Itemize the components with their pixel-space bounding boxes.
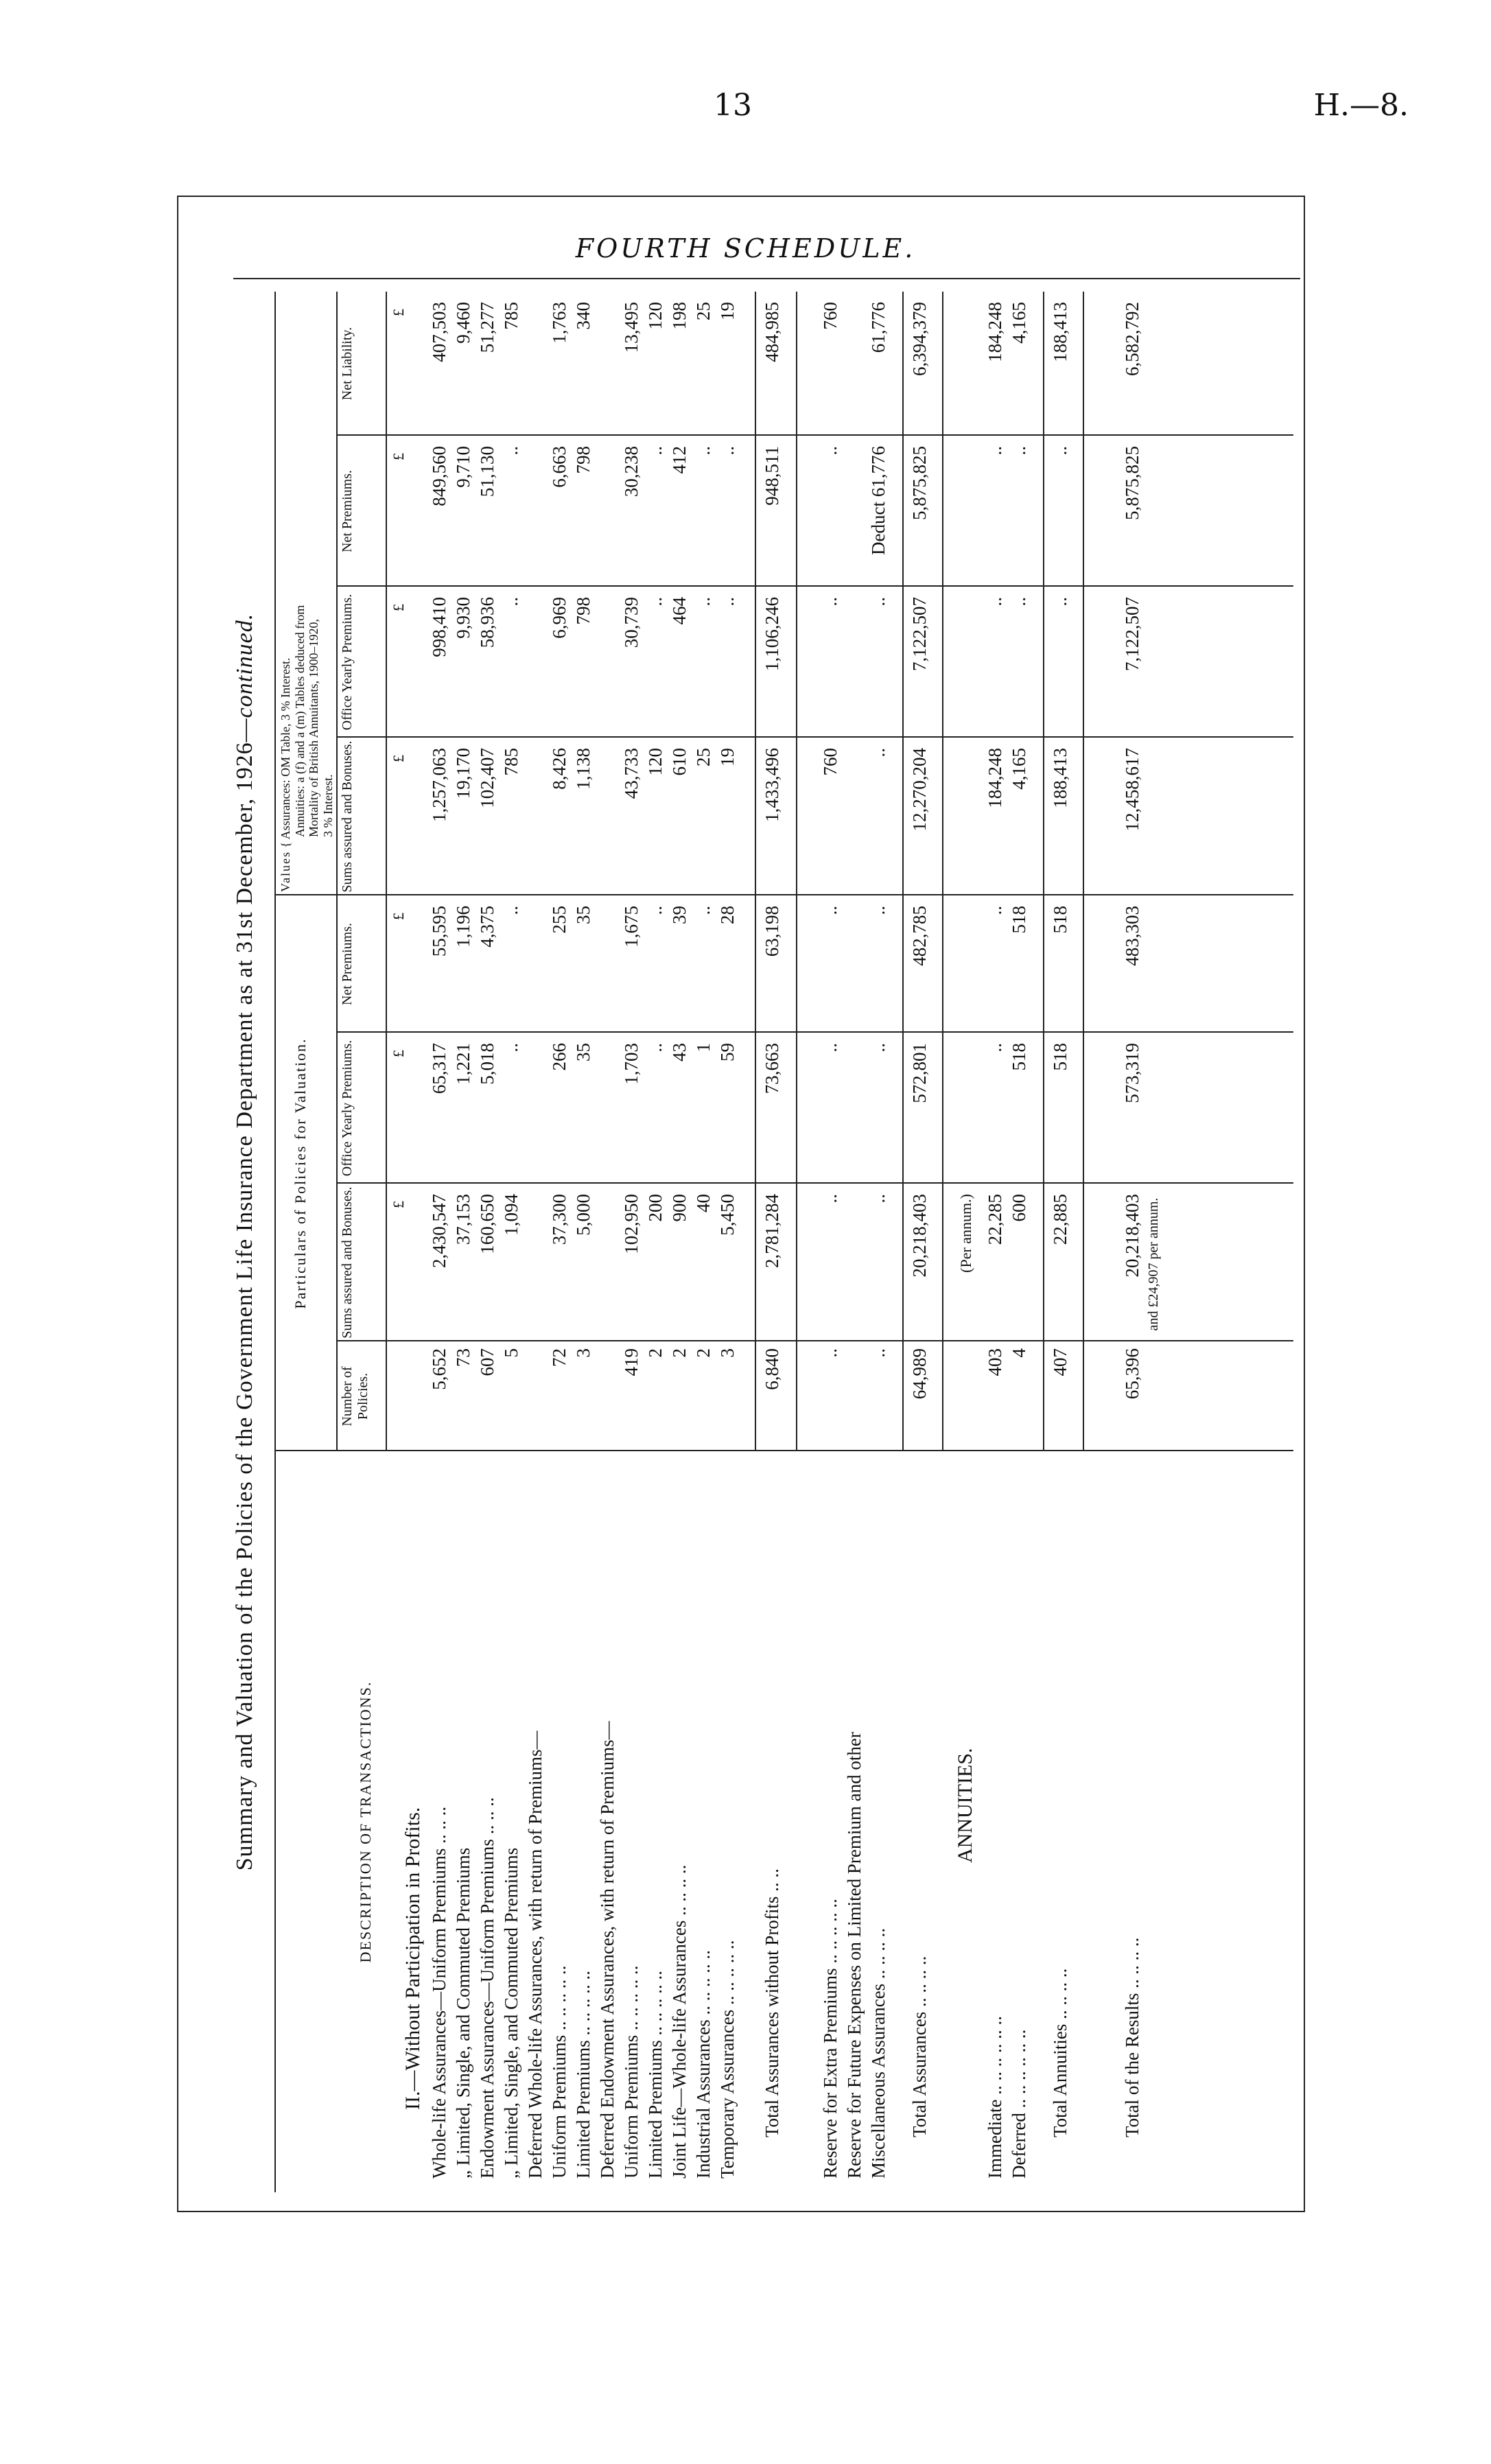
cell-nl: 9,460 — [453, 302, 473, 344]
cell-nl: 340 — [573, 302, 594, 330]
cell-vnp: 5,875,825 — [1122, 446, 1142, 520]
cell-n: 65,396 — [1122, 1348, 1142, 1400]
schedule-title: FOURTH SCHEDULE. — [575, 233, 916, 263]
cell-sa: .. — [868, 1194, 889, 1204]
cell-vnp: .. — [693, 446, 714, 456]
unit-label: £ — [390, 453, 407, 460]
row-description: Uniform Premiums .. .. .. .. .. — [549, 1965, 570, 2179]
cell-oyp: 1,221 — [453, 1043, 473, 1085]
cell-sa: 600 — [1009, 1194, 1029, 1222]
cell-sa: 102,950 — [621, 1194, 642, 1254]
header-v-net-premiums: Net Premiums. — [340, 470, 355, 552]
cell-voyp: 1,106,246 — [762, 597, 782, 671]
cell-nl: 407,503 — [429, 302, 449, 362]
cell-oyp: 59 — [717, 1043, 738, 1061]
cell-n: .. — [868, 1348, 889, 1358]
cell-n: 5 — [501, 1348, 521, 1358]
total-rule — [902, 292, 904, 1451]
cell-vnp: 6,663 — [549, 446, 570, 488]
unit-label: £ — [390, 1050, 407, 1057]
cell-sa: 5,000 — [573, 1194, 594, 1236]
table-title: Summary and Valuation of the Policies of the Government Life Insurance Department as at 31st December, 1926—continued. — [232, 613, 257, 1871]
cell-np: 518 — [1050, 906, 1070, 934]
cell-n: 64,989 — [909, 1348, 930, 1400]
cell-oyp: 43 — [669, 1043, 690, 1061]
cell-np: 483,303 — [1122, 906, 1142, 966]
cell-vsa: 4,165 — [1009, 748, 1029, 790]
cell-vnp: 412 — [669, 446, 690, 474]
cell-nl: 19 — [717, 302, 738, 320]
cell-voyp: 798 — [573, 597, 594, 625]
cell-n: 73 — [453, 1348, 473, 1367]
total-rule — [796, 292, 797, 1451]
cell-np: 35 — [573, 906, 594, 924]
row-description: Temporary Assurances .. .. .. .. .. — [717, 1940, 738, 2179]
cell-np: .. — [868, 906, 889, 915]
cell-np: 482,785 — [909, 906, 930, 966]
row-description: Whole-life Assurances—Uniform Premiums .. .. .. — [429, 1806, 449, 2179]
cell-np: 518 — [1009, 906, 1029, 934]
cell-vnp: 51,130 — [477, 446, 497, 497]
unit-label: £ — [390, 913, 407, 920]
cell-np: .. — [645, 906, 666, 915]
cell-n: 4 — [1009, 1348, 1029, 1358]
cell-voyp: 58,936 — [477, 597, 497, 648]
cell-vnp: .. — [1009, 446, 1029, 456]
cell-oyp: .. — [645, 1043, 666, 1053]
cell-voyp: 7,122,507 — [909, 597, 930, 671]
cell-vsa: 12,270,204 — [909, 748, 930, 832]
cell-vsa: 19 — [717, 748, 738, 766]
cell-nl: 484,985 — [762, 302, 782, 362]
cell-sa: 1,094 — [501, 1194, 521, 1236]
cell-voyp: .. — [1009, 597, 1029, 607]
cell-vsa: 184,248 — [985, 748, 1005, 808]
cell-nl: 184,248 — [985, 302, 1005, 362]
page-number: 13 — [714, 88, 752, 123]
cell-np: 1,675 — [621, 906, 642, 948]
cell-vnp: .. — [501, 446, 521, 456]
cell-voyp: 464 — [669, 597, 690, 625]
cell-nl: 188,413 — [1050, 302, 1070, 362]
header-values: Values { Assurances: OM Table, 3 % Interest. Annuities: a (f) and a (m) Tables deduced from Mortality of British Annuitants, 1900–1920, 3 % Interest. — [279, 605, 336, 892]
cell-voyp: .. — [985, 597, 1005, 607]
cell-np: 39 — [669, 906, 690, 924]
cell-np: 1,196 — [453, 906, 473, 948]
cell-nl: 6,582,792 — [1122, 302, 1142, 376]
cell-sa: 37,300 — [549, 1194, 570, 1245]
row-description: Reserve for Extra Premiums .. .. .. .. .. — [820, 1899, 841, 2179]
cell-oyp: .. — [868, 1043, 889, 1053]
cell-vsa: 1,138 — [573, 748, 594, 790]
cell-vsa: 19,170 — [453, 748, 473, 799]
rule-top — [274, 292, 276, 2192]
cell-nl: 198 — [669, 302, 690, 330]
row-description: Deferred .. .. .. .. .. .. — [1009, 2029, 1029, 2179]
cell-nl: 25 — [693, 302, 714, 320]
cell-vnp: 948,511 — [762, 446, 782, 506]
cell-vnp: Deduct 61,776 — [868, 446, 889, 555]
schedule-rule — [233, 278, 1300, 279]
cell-vsa: 120 — [645, 748, 666, 776]
row-description: Joint Life—Whole-life Assurances .. .. .. .. — [669, 1864, 690, 2179]
cell-oyp: 518 — [1009, 1043, 1029, 1071]
header-sums-assured: Sums assured and Bonuses. — [340, 1186, 355, 1339]
cell-nl: 120 — [645, 302, 666, 330]
row-description: Immediate .. .. .. .. .. .. — [985, 2016, 1005, 2179]
cell-sa: 160,650 — [477, 1194, 497, 1254]
cell-vsa: 1,257,063 — [429, 748, 449, 822]
cell-oyp: 572,801 — [909, 1043, 930, 1103]
cell-vsa: 760 — [820, 748, 841, 776]
row-description: Total Annuities .. .. .. .. — [1050, 1968, 1070, 2137]
cell-vsa: 102,407 — [477, 748, 497, 808]
cell-sa: 37,153 — [453, 1194, 473, 1245]
cell-voyp: 7,122,507 — [1122, 597, 1142, 671]
cell-voyp: 30,739 — [621, 597, 642, 648]
cell-n: 419 — [621, 1348, 642, 1376]
unit-label: £ — [390, 1201, 407, 1208]
cell-vsa: 8,426 — [549, 748, 570, 790]
cell-n: 407 — [1050, 1348, 1070, 1376]
cell-oyp: .. — [501, 1043, 521, 1053]
cell-n: .. — [820, 1348, 841, 1358]
cell-sa: 22,885 — [1050, 1194, 1070, 1245]
per-annum-note: (Per annum.) — [957, 1194, 974, 1273]
header-net-premiums: Net Premiums. — [340, 923, 355, 1005]
header-number-of-policies: Number of Policies. — [340, 1366, 371, 1427]
cell-oyp: 5,018 — [477, 1043, 497, 1085]
document-reference: H.—8. — [1313, 88, 1409, 123]
cell-oyp: 573,319 — [1122, 1043, 1142, 1103]
annuities-heading: ANNUITIES. — [954, 1748, 976, 1863]
cell-vnp: 30,238 — [621, 446, 642, 497]
cell-vsa: 785 — [501, 748, 521, 776]
cell-n: 5,652 — [429, 1348, 449, 1390]
cell-sa: 2,781,284 — [762, 1194, 782, 1268]
cell-n: 3 — [717, 1348, 738, 1358]
cell-sa: 20,218,403 — [909, 1194, 930, 1278]
header-office-yearly: Office Yearly Premiums. — [340, 1040, 355, 1177]
cell-n: 2 — [693, 1348, 714, 1358]
cell-voyp: .. — [693, 597, 714, 607]
cell-nl: 760 — [820, 302, 841, 330]
header-description: DESCRIPTION OF TRANSACTIONS. — [357, 1680, 374, 1963]
header-v-office-yearly: Office Yearly Premiums. — [340, 594, 355, 731]
cell-n: 3 — [573, 1348, 594, 1358]
cell-oyp: .. — [820, 1043, 841, 1053]
cell-n: 6,840 — [762, 1348, 782, 1390]
cell-np: .. — [693, 906, 714, 915]
row-description: Industrial Assurances .. .. .. .. .. — [693, 1950, 714, 2179]
total-rule — [755, 292, 756, 1451]
cell-np: 55,595 — [429, 906, 449, 957]
cell-np: 28 — [717, 906, 738, 924]
cell-vsa: 1,433,496 — [762, 748, 782, 822]
rule-sub — [336, 292, 338, 895]
cell-np: 4,375 — [477, 906, 497, 948]
total-rule — [1043, 292, 1044, 1451]
cell-voyp: .. — [1050, 597, 1070, 607]
cell-sa: .. — [820, 1194, 841, 1204]
cell-vnp: .. — [645, 446, 666, 456]
cell-oyp: 266 — [549, 1043, 570, 1071]
cell-sa: 900 — [669, 1194, 690, 1222]
cell-sa: 20,218,403 — [1122, 1194, 1142, 1278]
cell-sa: 200 — [645, 1194, 666, 1222]
unit-label: £ — [390, 604, 407, 611]
cell-sa: 40 — [693, 1194, 714, 1212]
cell-voyp: .. — [645, 597, 666, 607]
row-description: Total of the Results .. .. .. .. — [1122, 1937, 1142, 2137]
cell-voyp: .. — [501, 597, 521, 607]
cell-sa-note: and £24,907 per annum. — [1146, 1197, 1161, 1331]
row-description: Total Assurances without Profits .. .. — [762, 1868, 782, 2137]
row-description: Uniform Premiums .. .. .. .. .. — [621, 1965, 642, 2179]
cell-nl: 1,763 — [549, 302, 570, 344]
cell-oyp: 65,317 — [429, 1043, 449, 1094]
cell-nl: 61,776 — [868, 302, 889, 353]
cell-nl: 4,165 — [1009, 302, 1029, 344]
cell-sa: 5,450 — [717, 1194, 738, 1236]
cell-voyp: .. — [717, 597, 738, 607]
header-v-sums-assured: Sums assured and Bonuses. — [340, 740, 355, 893]
cell-voyp: 6,969 — [549, 597, 570, 639]
cell-sa: 22,285 — [985, 1194, 1005, 1245]
cell-n: 72 — [549, 1348, 570, 1367]
cell-voyp: .. — [868, 597, 889, 607]
cell-oyp: 73,663 — [762, 1043, 782, 1094]
cell-n: 2 — [669, 1348, 690, 1358]
cell-oyp: .. — [985, 1043, 1005, 1053]
cell-vnp: .. — [717, 446, 738, 456]
cell-voyp: 998,410 — [429, 597, 449, 657]
row-description: „ Limited, Single, and Commuted Premiums — [501, 1847, 521, 2179]
row-description: Deferred Whole-life Assurances, with return of Premiums— — [525, 1730, 545, 2179]
row-description: Limited Premiums .. .. .. .. .. — [645, 1971, 666, 2179]
cell-nl: 13,495 — [621, 302, 642, 353]
rotated-table — [226, 292, 1293, 2192]
cell-np: 255 — [549, 906, 570, 934]
cell-vsa: 188,413 — [1050, 748, 1070, 808]
cell-vnp: 9,710 — [453, 446, 473, 488]
cell-np: .. — [501, 906, 521, 915]
section-heading: II.—Without Participation in Profits. — [401, 1807, 424, 2110]
cell-sa: 2,430,547 — [429, 1194, 449, 1268]
row-description: Total Assurances .. .. .. .. — [909, 1956, 930, 2137]
cell-vsa: .. — [868, 748, 889, 758]
cell-vnp: 849,560 — [429, 446, 449, 506]
cell-oyp: 1,703 — [621, 1043, 642, 1085]
header-particulars: Particulars of Policies for Valuation. — [292, 1037, 309, 1309]
unit-label: £ — [390, 755, 407, 762]
cell-np: 63,198 — [762, 906, 782, 957]
cell-vsa: 25 — [693, 748, 714, 766]
cell-n: 2 — [645, 1348, 666, 1358]
cell-vnp: .. — [1050, 446, 1070, 456]
cell-vsa: 610 — [669, 748, 690, 776]
rule-sub — [336, 895, 338, 1451]
cell-vnp: .. — [820, 446, 841, 456]
cell-vnp: .. — [985, 446, 1005, 456]
cell-voyp: 9,930 — [453, 597, 473, 639]
row-description: Limited Premiums .. .. .. .. .. — [573, 1971, 594, 2179]
cell-oyp: 518 — [1050, 1043, 1070, 1071]
cell-np: .. — [985, 906, 1005, 915]
cell-oyp: 1 — [693, 1043, 714, 1053]
cell-nl: 6,394,379 — [909, 302, 930, 376]
row-description: Miscellaneous Assurances .. .. .. .. — [868, 1927, 889, 2179]
total-rule — [942, 292, 943, 1451]
cell-vnp: 798 — [573, 446, 594, 474]
row-description: Endowment Assurances—Uniform Premiums .. .. .. — [477, 1797, 497, 2179]
cell-np: .. — [820, 906, 841, 915]
cell-vsa: 43,733 — [621, 748, 642, 799]
cell-vsa: 12,458,617 — [1122, 748, 1142, 832]
row-description: „ Limited, Single, and Commuted Premiums — [453, 1847, 473, 2179]
total-rule — [1083, 292, 1084, 1451]
row-description: Deferred Endowment Assurances, with return of Premiums— — [597, 1721, 618, 2179]
unit-label: £ — [390, 309, 407, 316]
rule-head-bottom — [386, 292, 387, 1451]
cell-oyp: 35 — [573, 1043, 594, 1061]
cell-vnp: 5,875,825 — [909, 446, 930, 520]
header-net-liability: Net Liability. — [340, 327, 355, 401]
row-description: Reserve for Future Expenses on Limited Premium and other — [844, 1732, 865, 2179]
cell-n: 403 — [985, 1348, 1005, 1376]
cell-nl: 785 — [501, 302, 521, 330]
cell-nl: 51,277 — [477, 302, 497, 353]
cell-n: 607 — [477, 1348, 497, 1376]
cell-voyp: .. — [820, 597, 841, 607]
